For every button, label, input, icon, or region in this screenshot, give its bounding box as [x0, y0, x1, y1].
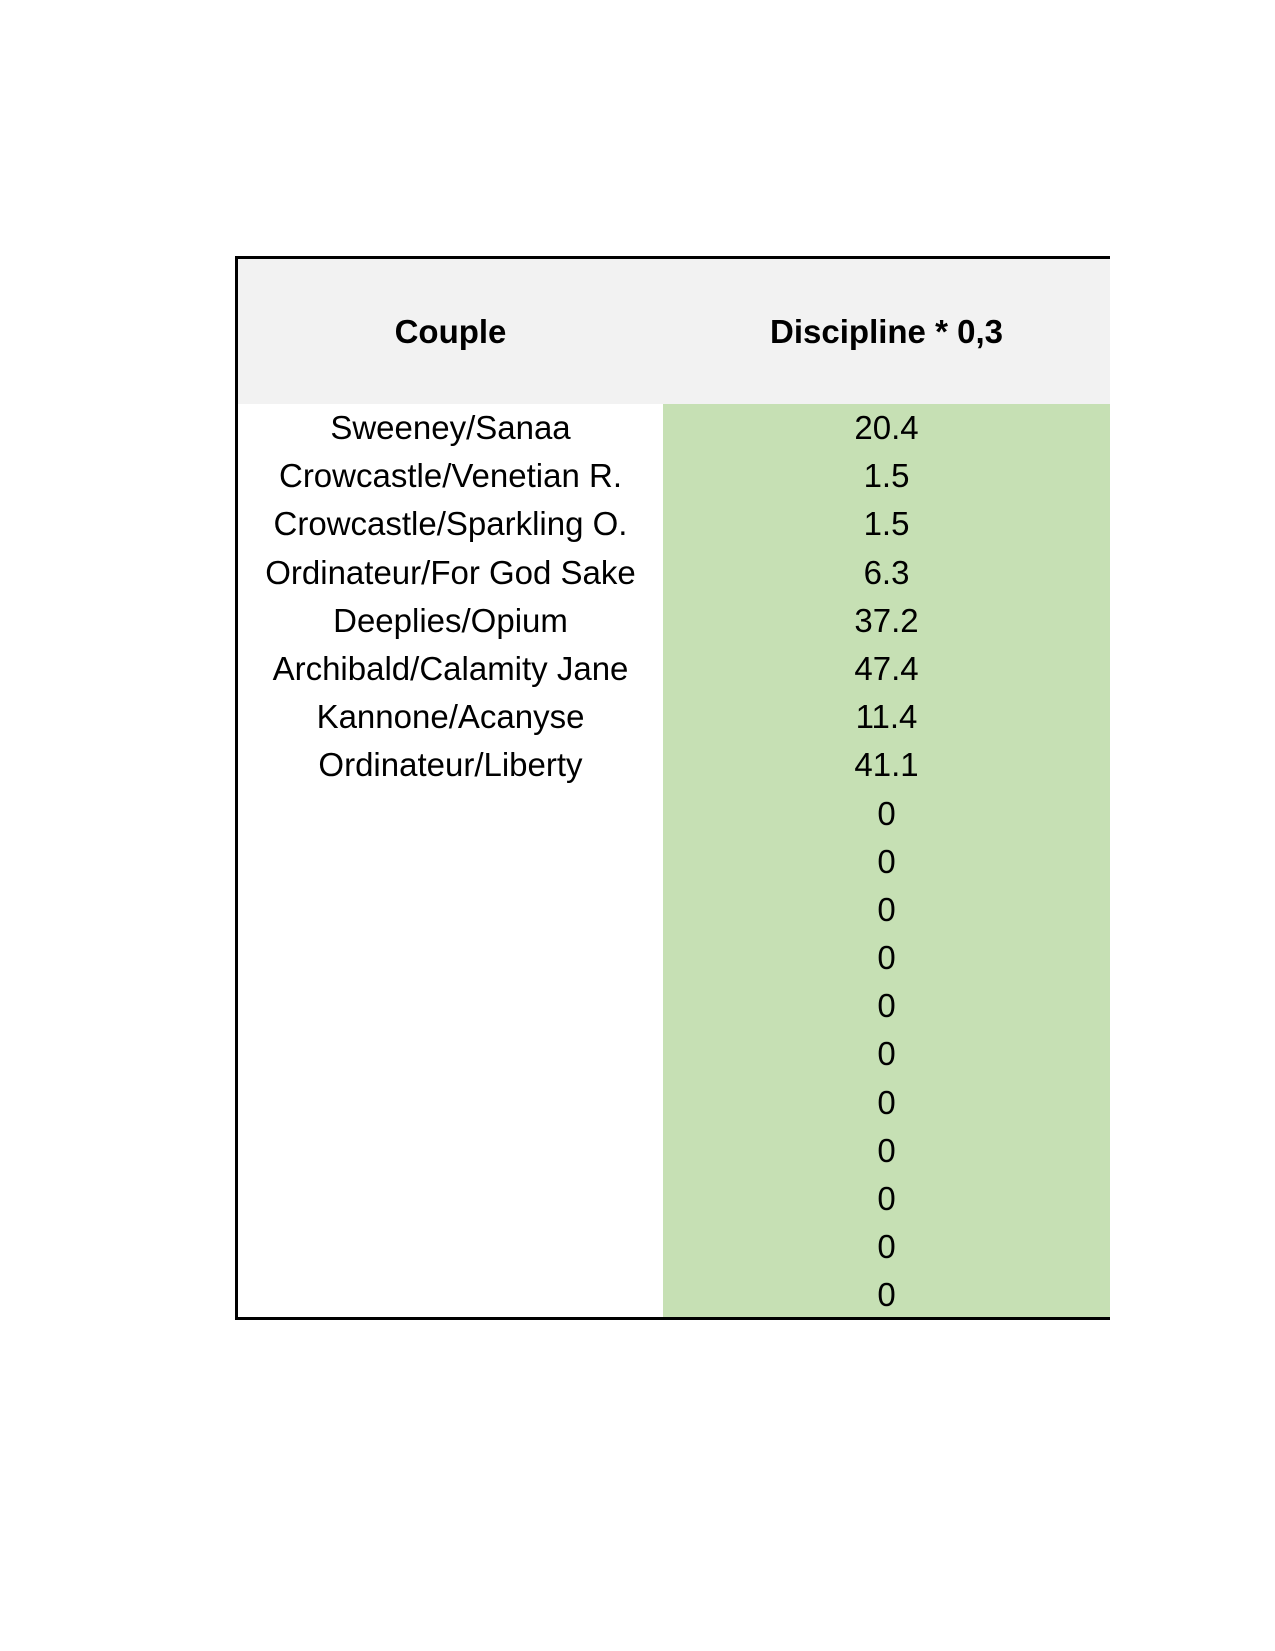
discipline-cell: 0 [877, 1180, 896, 1217]
couple-cell [238, 790, 663, 838]
couple-cell [238, 1175, 663, 1223]
discipline-cell: 37.2 [854, 601, 919, 639]
couple-cell [238, 1079, 663, 1127]
discipline-cell: 47.4 [854, 649, 919, 687]
discipline-cell: 41.1 [854, 746, 919, 784]
table-row [238, 1030, 1110, 1078]
discipline-cell: 6.3 [863, 553, 910, 591]
discipline-cell: 0 [877, 939, 896, 977]
discipline-cell: 1.5 [863, 457, 910, 495]
discipline-cell: 0 [877, 987, 896, 1025]
couple-cell: Archibald/Calamity Jane [272, 649, 629, 687]
table-row [238, 549, 1110, 597]
discipline-cell: 11.4 [855, 698, 918, 736]
couple-cell: Kannone/Acanyse [316, 698, 585, 736]
couple-cell: Deeplies/Opium [333, 601, 568, 639]
discipline-cell: 0 [877, 794, 896, 832]
table-row [238, 1079, 1110, 1127]
couple-cell [238, 982, 663, 1030]
table-row [238, 1271, 1110, 1319]
couple-cell [238, 934, 663, 982]
discipline-cell: 0 [877, 1035, 896, 1073]
discipline-cell: 0 [877, 890, 896, 928]
table-row [238, 982, 1110, 1030]
couple-cell: Crowcastle/Venetian R. [278, 457, 622, 495]
header-discipline: Discipline * 0,3 [770, 313, 1003, 350]
couple-cell [238, 1030, 663, 1078]
couple-cell [238, 1271, 663, 1319]
discipline-cell: 0 [877, 1228, 896, 1266]
discipline-cell: 0 [877, 1131, 896, 1169]
table-row [238, 597, 1110, 645]
table-row [238, 790, 1110, 838]
couple-cell: Ordinateur/For God Sake [265, 553, 636, 591]
table-row [238, 934, 1110, 982]
couple-cell [238, 1223, 663, 1271]
discipline-cell: 0 [877, 1276, 896, 1314]
table-row [238, 1127, 1110, 1175]
table-row [238, 1223, 1110, 1271]
couple-cell: Crowcastle/Sparkling O. [273, 505, 628, 543]
table-body [238, 404, 1110, 1320]
table-row [238, 645, 1110, 693]
table-row [238, 886, 1110, 934]
couple-cell [238, 1127, 663, 1175]
couple-cell [238, 838, 663, 886]
couple-cell: Sweeney/Sanaa [330, 409, 571, 446]
score-table [235, 256, 1110, 1320]
table-row [238, 452, 1110, 500]
discipline-cell: 1.5 [863, 505, 910, 543]
header-couple: Couple [394, 313, 507, 350]
table-header [238, 259, 1110, 404]
couple-cell [238, 886, 663, 934]
table-row [238, 1175, 1110, 1223]
table-row [238, 693, 1110, 741]
couple-cell: Ordinateur/Liberty [318, 746, 583, 784]
table-row [238, 500, 1110, 548]
discipline-cell: 0 [877, 1083, 896, 1121]
discipline-cell: 0 [877, 842, 896, 880]
table-row [238, 404, 1110, 452]
discipline-cell: 20.4 [854, 409, 919, 446]
table-row [238, 838, 1110, 886]
table-row [238, 741, 1110, 789]
